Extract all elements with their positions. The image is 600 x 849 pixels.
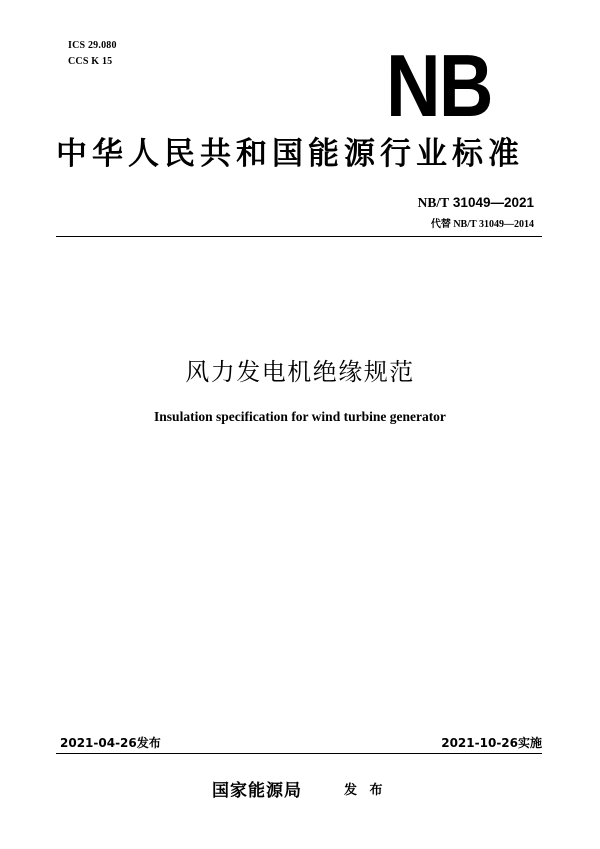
implementation-date: 2021-10-26实施 xyxy=(441,736,542,750)
standard-number xyxy=(418,195,534,211)
title-chinese: 风力发电机绝缘规范 xyxy=(185,358,415,386)
nb-logo: NB xyxy=(386,36,492,135)
ics-code: ICS 29.080 xyxy=(68,40,117,51)
standard-number-value: 31049—2021 xyxy=(452,195,534,210)
standard-number-prefix: NB/T xyxy=(417,195,450,210)
ccs-code: CCS K 15 xyxy=(68,56,113,67)
issue-date: 2021-04-26发布 xyxy=(60,736,161,750)
publisher-name: 国家能源局 xyxy=(212,781,302,801)
top-divider xyxy=(56,236,542,237)
bottom-divider xyxy=(56,753,542,754)
title-english: Insulation specification for wind turbine generator xyxy=(154,409,446,424)
publish-label: 发 布 xyxy=(344,783,387,798)
replaces-standard: 代替 NB/T 31049—2014 xyxy=(430,219,534,230)
org-title: 中华人民共和国能源行业标准 xyxy=(56,136,524,172)
